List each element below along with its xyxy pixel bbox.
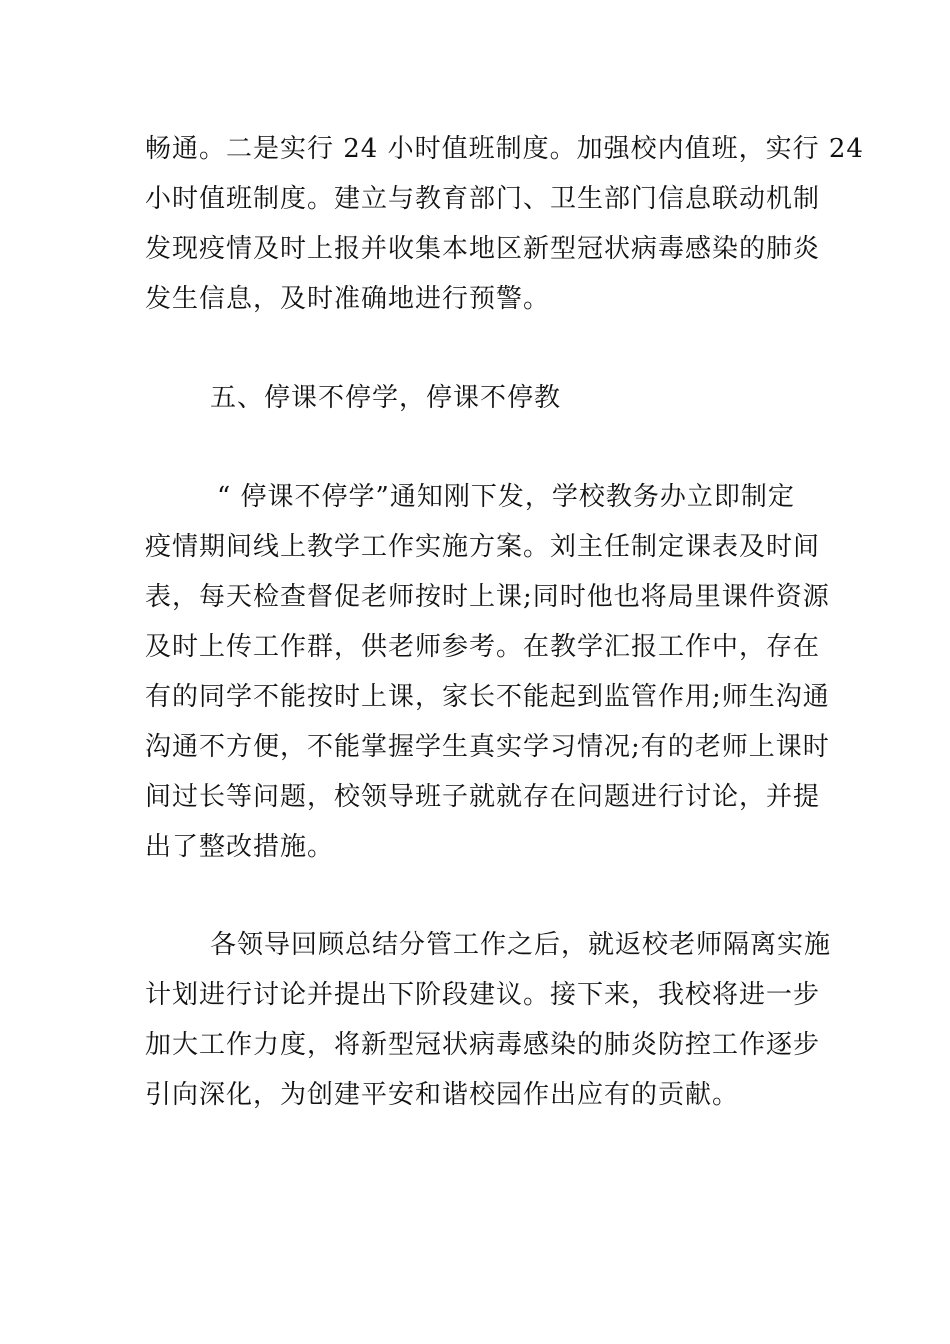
text-line: 表，每天检查督促老师按时上课;同时他也将局里课件资源 [145, 582, 830, 612]
text-line: 发现疫情及时上报并收集本地区新型冠状病毒感染的肺炎 [145, 234, 821, 264]
paragraph-continuation [145, 124, 864, 324]
text-line: 间过长等问题，校领导班子就就存在问题进行讨论，并提 [145, 782, 821, 812]
text-line: 沟通不方便，不能掌握学生真实学习情况;有的老师上课时 [145, 732, 830, 762]
paragraph-online-teaching [145, 472, 830, 872]
text-line: 引向深化，为创建平安和谐校园作出应有的贡献。 [145, 1080, 740, 1110]
text-line: 及时上传工作群，供老师参考。在教学汇报工作中，存在 [145, 632, 821, 662]
paragraph-conclusion [145, 920, 832, 1120]
text-line: 加大工作力度，将新型冠状病毒感染的肺炎防控工作逐步 [145, 1030, 821, 1060]
text-line: “ 停课不停学”通知刚下发，学校教务办立即制定 [217, 482, 795, 512]
text-line: 发生信息，及时准确地进行预警。 [145, 284, 551, 314]
text-line: 有的同学不能按时上课，家长不能起到监管作用;师生沟通 [145, 682, 830, 712]
text-line: 各领导回顾总结分管工作之后，就返校老师隔离实施 [210, 930, 832, 960]
text-line: 小时值班制度。建立与教育部门、卫生部门信息联动机制 [145, 184, 821, 214]
text-line: 畅通。二是实行 24 小时值班制度。加强校内值班，实行 24 [145, 134, 864, 164]
heading-text: 五、停课不停学，停课不停教 [210, 383, 562, 413]
text-line: 疫情期间线上教学工作实施方案。刘主任制定课表及时间 [145, 532, 821, 562]
section-heading [145, 373, 810, 423]
text-line: 计划进行讨论并提出下阶段建议。接下来，我校将进一步 [145, 980, 821, 1010]
text-line: 出了整改措施。 [145, 832, 335, 862]
